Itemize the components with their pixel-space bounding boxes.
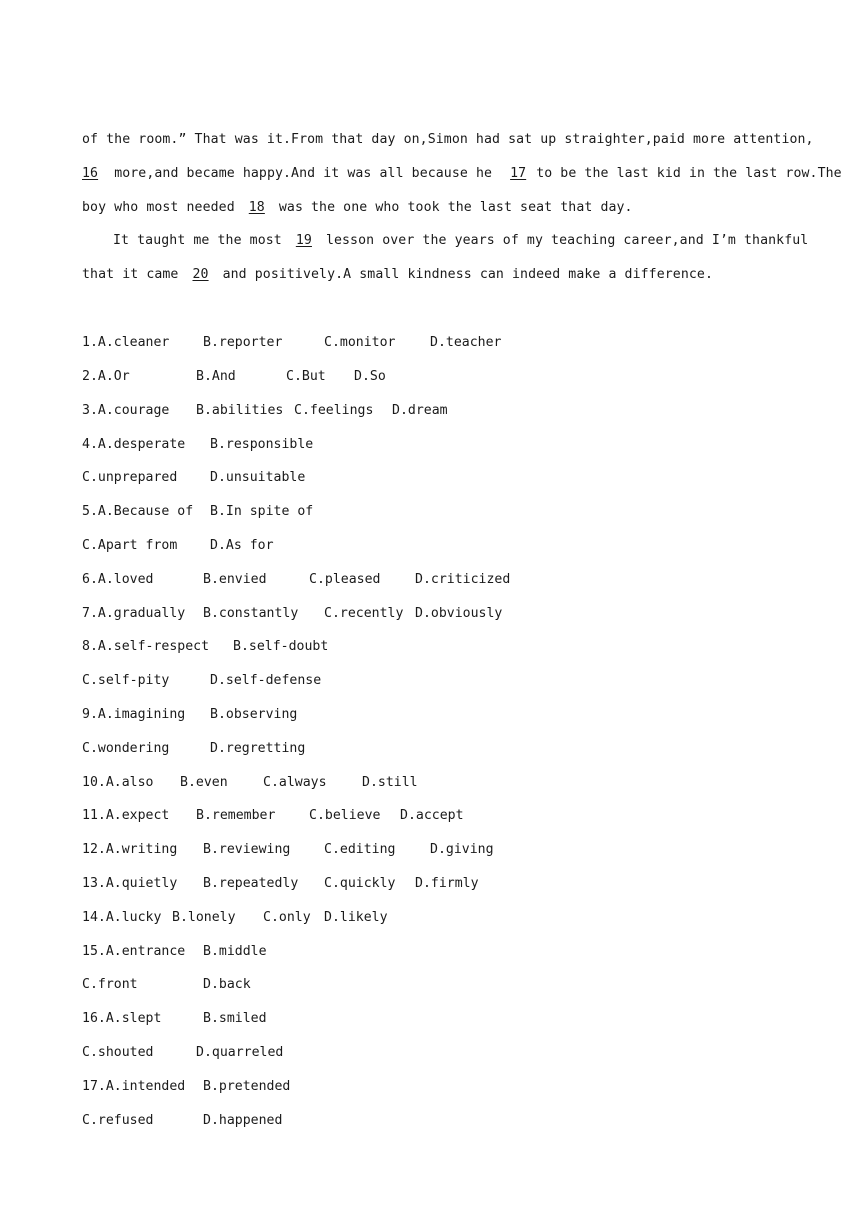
passage-text: and positively.A small kindness can indeed make a difference. [222,267,713,282]
answer-option: 6.A.loved [82,572,154,587]
passage-line-5 [82,267,782,282]
answer-option: C.believe [309,808,381,823]
passage-text: It taught me the most [113,233,282,248]
answer-option: C.refused [82,1113,154,1128]
answer-option: D.teacher [430,335,502,350]
answer-option: C.But [286,369,326,384]
answer-option: 15.A.entrance [82,944,186,959]
answer-option: 11.A.expect [82,808,170,823]
answer-option: C.self-pity [82,673,170,688]
passage-text: to be the last kid in the last row.The [536,166,842,181]
answer-option: B.repeatedly [203,876,299,891]
blank-19: 19 [295,233,312,248]
answer-option: C.wondering [82,741,170,756]
passage-text [98,166,114,181]
answer-option: 1.A.cleaner [82,335,170,350]
passage-text: boy who most needed [82,200,235,215]
answer-option: C.monitor [324,335,396,350]
blank-18: 18 [248,200,265,215]
answer-option: 9.A.imagining [82,707,186,722]
answer-option: D.So [354,369,386,384]
answer-option: B.observing [210,707,298,722]
passage-line-4 [113,233,813,248]
answer-option: 14.A.lucky [82,910,162,925]
passage-line-2 [82,166,842,181]
answer-option: B.envied [203,572,267,587]
answer-option: 7.A.gradually [82,606,186,621]
blank-20: 20 [192,267,209,282]
answer-option: D.still [362,775,418,790]
answer-option: D.firmly [415,876,479,891]
passage-text: lesson over the years of my teaching career,and I’m thankful [325,233,809,248]
answer-option: C.only [263,910,311,925]
answer-option: C.editing [324,842,396,857]
passage-line-3 [82,200,782,215]
answer-option: C.recently [324,606,404,621]
answer-option: C.feelings [294,403,374,418]
answer-option: C.Apart from [82,538,178,553]
answer-option: D.unsuitable [210,470,306,485]
passage-text: was the one who took the last seat that day. [278,200,633,215]
answer-option: B.remember [196,808,276,823]
answer-option: B.smiled [203,1011,267,1026]
answer-option: D.obviously [415,606,503,621]
answer-option: B.reporter [203,335,283,350]
answer-option: 10.A.also [82,775,154,790]
answer-option: B.In spite of [210,504,314,519]
answer-option: D.back [203,977,251,992]
answer-option: D.quarreled [196,1045,284,1060]
passage-line-1: of the room.” That was it.From that day on,Simon had sat up straighter,paid more attention, [82,132,814,147]
answer-option: D.giving [430,842,494,857]
answer-option: D.criticized [415,572,511,587]
answer-option: C.always [263,775,327,790]
blank-16: 16 [82,166,99,181]
answer-option: D.As for [210,538,274,553]
answer-option: B.pretended [203,1079,291,1094]
answer-option: B.And [196,369,236,384]
answer-option: D.dream [392,403,448,418]
answer-option: B.even [180,775,228,790]
answer-option: 3.A.courage [82,403,170,418]
answer-option: D.self-defense [210,673,322,688]
blank-17: 17 [510,166,527,181]
answer-option: 17.A.intended [82,1079,186,1094]
answer-option: B.reviewing [203,842,291,857]
answer-option: B.constantly [203,606,299,621]
answer-option: B.self-doubt [233,639,329,654]
passage-text: more,and became happy.And it was all because he [114,166,501,181]
answer-option: C.quickly [324,876,396,891]
answer-option: 2.A.Or [82,369,130,384]
answer-option: 13.A.quietly [82,876,178,891]
answer-option: D.happened [203,1113,283,1128]
answer-option: D.regretting [210,741,306,756]
answer-option: 8.A.self-respect [82,639,210,654]
answer-option: B.responsible [210,437,314,452]
answer-option: B.lonely [172,910,236,925]
answer-option: C.unprepared [82,470,178,485]
answer-option: C.front [82,977,138,992]
answer-option: 4.A.desperate [82,437,186,452]
answer-option: 5.A.Because of [82,504,194,519]
passage-text: that it came [82,267,179,282]
answer-option: C.shouted [82,1045,154,1060]
answer-option: D.accept [400,808,464,823]
answer-option: C.pleased [309,572,381,587]
answer-option: 12.A.writing [82,842,178,857]
answer-option: 16.A.slept [82,1011,162,1026]
answer-option: D.likely [324,910,388,925]
answer-option: B.middle [203,944,267,959]
answer-option: B.abilities [196,403,284,418]
